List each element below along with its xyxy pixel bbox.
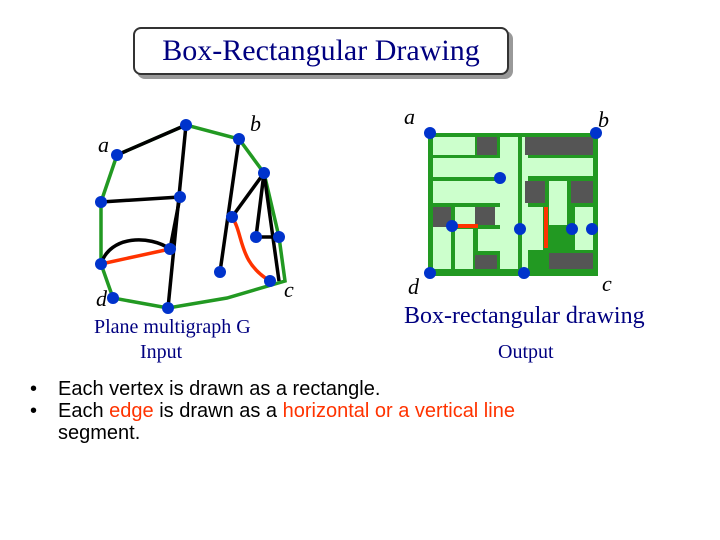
label-d: d: [408, 274, 419, 299]
label-a: a: [98, 132, 109, 157]
vertex-a: [111, 149, 123, 161]
highlight-edges: [101, 217, 270, 281]
slide-title: Box-Rectangular Drawing: [162, 34, 480, 67]
vertex: [250, 231, 262, 243]
vertex: [95, 258, 107, 270]
output-drawing: [404, 104, 645, 363]
vertex: [446, 220, 458, 232]
vertex: [514, 223, 526, 235]
label-c: c: [602, 271, 612, 296]
output-label: Output: [498, 341, 554, 363]
vertex: [162, 302, 174, 314]
segment-highlight: horizontal or a vertical line: [282, 400, 515, 422]
vertex-c: [264, 275, 276, 287]
vertex: [586, 223, 598, 235]
input-graph: [94, 111, 294, 363]
bullet-item: [30, 378, 690, 400]
bullet-icon: •: [30, 400, 38, 422]
vertex-a: [424, 127, 436, 139]
vertex-d: [107, 292, 119, 304]
vertex: [180, 119, 192, 131]
vertex-b: [233, 133, 245, 145]
vertex: [95, 196, 107, 208]
label-b: b: [250, 111, 261, 136]
bullet-text-part: Each: [58, 400, 110, 422]
bullet-list: [30, 378, 690, 444]
label-c: c: [284, 277, 294, 302]
bullet-icon: •: [30, 378, 38, 400]
vertex-d: [424, 267, 436, 279]
edge-highlight: edge: [109, 400, 154, 422]
vertex: [164, 243, 176, 255]
inner-edges: [101, 125, 279, 308]
bullet-item: [30, 400, 690, 444]
bullet-text-2: [58, 400, 515, 444]
vertex: [566, 223, 578, 235]
vertex-c: [518, 267, 530, 279]
vertex: [273, 231, 285, 243]
dark-box: [525, 181, 545, 203]
input-vertices: [95, 119, 285, 314]
output-caption: Box-rectangular drawing: [404, 303, 645, 329]
label-a: a: [404, 104, 415, 129]
label-b: b: [598, 107, 609, 132]
input-caption: Plane multigraph G: [94, 316, 251, 338]
vertex: [258, 167, 270, 179]
bullet-text-part: segment.: [58, 422, 141, 444]
vertex: [214, 266, 226, 278]
vertex: [226, 211, 238, 223]
input-label: Input: [140, 341, 183, 363]
vertical-box: [500, 137, 518, 269]
label-d: d: [96, 286, 107, 311]
vertex: [494, 172, 506, 184]
bullet-text-part: is drawn as a: [153, 400, 283, 422]
bullet-text: Each vertex is drawn as a rectangle.: [58, 378, 381, 400]
vertex: [174, 191, 186, 203]
